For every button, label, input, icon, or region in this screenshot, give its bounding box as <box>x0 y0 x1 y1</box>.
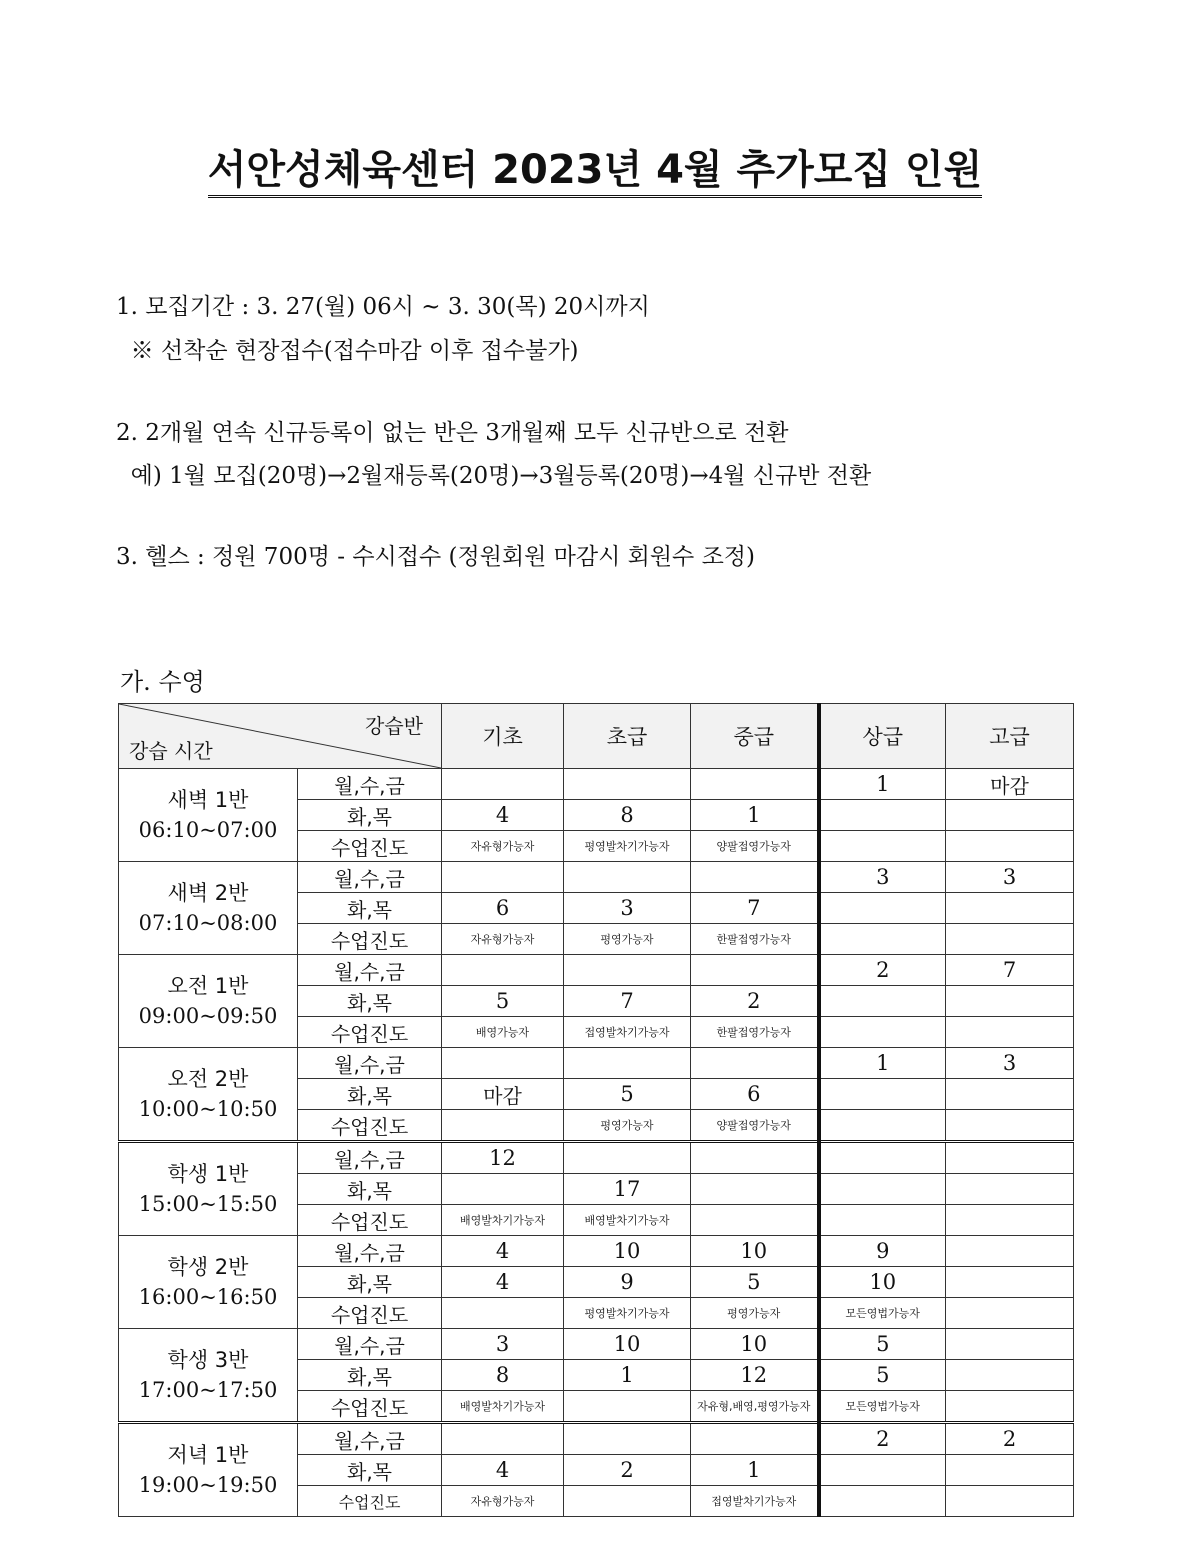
slot-time: 06:10~07:00 <box>138 818 278 842</box>
slot-cell <box>119 955 298 1048</box>
progress-note-cell <box>946 1017 1074 1048</box>
count-cell <box>946 1360 1074 1391</box>
progress-note-cell: 접영발차기가능자 <box>564 1017 691 1048</box>
day-cell: 수업진도 <box>298 1298 442 1329</box>
progress-note-cell <box>819 1110 946 1142</box>
count-cell <box>691 1423 819 1455</box>
count-cell <box>564 1142 691 1174</box>
count-cell <box>819 1174 946 1205</box>
count-cell: 7 <box>691 893 819 924</box>
day-cell: 화,목 <box>298 1455 442 1486</box>
header-corner-cell <box>119 704 442 769</box>
count-cell: 1 <box>691 1455 819 1486</box>
progress-note-cell: 양팔접영가능자 <box>691 1110 819 1142</box>
slot-time: 16:00~16:50 <box>138 1285 278 1309</box>
progress-note-cell <box>946 924 1074 955</box>
count-cell <box>442 1048 564 1079</box>
count-cell <box>691 1174 819 1205</box>
count-cell <box>946 1267 1074 1298</box>
count-cell <box>946 1079 1074 1110</box>
page-title <box>0 138 1190 195</box>
notice-example: 예) 1월 모집(20명)→2월재등록(20명)→3월등록(20명)→4월 신규반 전환 <box>116 463 872 489</box>
slot-cell <box>119 1142 298 1236</box>
count-cell <box>691 862 819 893</box>
table-row <box>119 1048 1074 1079</box>
count-cell <box>442 862 564 893</box>
slot-cell <box>119 1423 298 1517</box>
count-cell <box>691 1048 819 1079</box>
day-cell: 월,수,금 <box>298 955 442 986</box>
progress-note-cell: 모든영법가능자 <box>819 1391 946 1423</box>
progress-note-cell <box>946 1298 1074 1329</box>
count-cell: 8 <box>442 1360 564 1391</box>
slot-name: 새벽 1반 <box>167 788 249 812</box>
progress-note-cell: 한팔접영가능자 <box>691 1017 819 1048</box>
slot-time: 17:00~17:50 <box>138 1378 278 1402</box>
count-cell: 마감 <box>442 1079 564 1110</box>
count-cell: 9 <box>819 1236 946 1267</box>
count-cell: 10 <box>819 1267 946 1298</box>
notice-health: 3. 헬스 : 정원 700명 - 수시접수 (정원회원 마감시 회원수 조정) <box>116 544 755 570</box>
progress-note-cell <box>564 1391 691 1423</box>
progress-note-cell: 배영가능자 <box>442 1017 564 1048</box>
count-cell <box>564 1048 691 1079</box>
count-cell <box>691 769 819 800</box>
count-cell: 5 <box>691 1267 819 1298</box>
progress-note-cell: 평영가능자 <box>691 1298 819 1329</box>
count-cell: 8 <box>564 800 691 831</box>
progress-note-cell: 양팔접영가능자 <box>691 831 819 862</box>
notice-conversion: 2. 2개월 연속 신규등록이 없는 반은 3개월째 모두 신규반으로 전환 <box>116 420 789 446</box>
count-cell: 4 <box>442 1455 564 1486</box>
count-cell: 4 <box>442 1267 564 1298</box>
level-header: 고급 <box>946 704 1074 769</box>
progress-note-cell <box>442 1110 564 1142</box>
count-cell: 4 <box>442 800 564 831</box>
count-cell <box>442 1174 564 1205</box>
count-cell: 1 <box>564 1360 691 1391</box>
progress-note-cell: 평영가능자 <box>564 924 691 955</box>
progress-note-cell <box>819 1205 946 1236</box>
count-cell: 12 <box>442 1142 564 1174</box>
count-cell: 17 <box>564 1174 691 1205</box>
count-cell: 3 <box>819 862 946 893</box>
level-header: 초급 <box>564 704 691 769</box>
count-cell <box>946 893 1074 924</box>
progress-note-cell: 평영발차기가능자 <box>564 1298 691 1329</box>
slot-name: 학생 3반 <box>167 1348 249 1372</box>
count-cell <box>819 893 946 924</box>
progress-note-cell: 배영발차기가능자 <box>442 1205 564 1236</box>
progress-note-cell <box>819 1486 946 1517</box>
count-cell: 6 <box>442 893 564 924</box>
day-cell: 화,목 <box>298 1174 442 1205</box>
progress-note-cell: 배영발차기가능자 <box>564 1205 691 1236</box>
count-cell: 2 <box>819 955 946 986</box>
slot-name: 새벽 2반 <box>167 881 249 905</box>
slot-cell <box>119 1329 298 1423</box>
count-cell: 12 <box>691 1360 819 1391</box>
progress-note-cell <box>442 1298 564 1329</box>
count-cell: 1 <box>691 800 819 831</box>
section-heading: 가. 수영 <box>120 668 205 696</box>
day-cell: 월,수,금 <box>298 1142 442 1174</box>
count-cell <box>442 955 564 986</box>
count-cell <box>442 769 564 800</box>
slot-name: 학생 2반 <box>167 1255 249 1279</box>
notice-first-come: ※ 선착순 현장접수(접수마감 이후 접수불가) <box>116 338 579 364</box>
count-cell: 5 <box>819 1329 946 1360</box>
day-cell: 월,수,금 <box>298 862 442 893</box>
count-cell: 2 <box>691 986 819 1017</box>
day-cell: 월,수,금 <box>298 1048 442 1079</box>
count-cell: 3 <box>564 893 691 924</box>
progress-note-cell <box>564 1486 691 1517</box>
progress-note-cell: 자유형가능자 <box>442 1486 564 1517</box>
day-cell: 월,수,금 <box>298 1329 442 1360</box>
day-cell: 수업진도 <box>298 1110 442 1142</box>
progress-note-cell: 배영발차기가능자 <box>442 1391 564 1423</box>
slot-cell <box>119 769 298 862</box>
table-row <box>119 1142 1074 1174</box>
progress-note-cell <box>946 1391 1074 1423</box>
day-cell: 화,목 <box>298 893 442 924</box>
slot-cell <box>119 1048 298 1142</box>
count-cell: 5 <box>564 1079 691 1110</box>
slot-name: 저녁 1반 <box>167 1443 249 1467</box>
count-cell: 3 <box>946 862 1074 893</box>
table-row <box>119 1236 1074 1267</box>
count-cell: 마감 <box>946 769 1074 800</box>
slot-name: 오전 2반 <box>167 1067 249 1091</box>
count-cell <box>819 1142 946 1174</box>
slot-time: 07:10~08:00 <box>138 911 278 935</box>
day-cell: 화,목 <box>298 1079 442 1110</box>
count-cell <box>819 1079 946 1110</box>
count-cell <box>819 986 946 1017</box>
slot-time: 15:00~15:50 <box>138 1192 278 1216</box>
count-cell <box>946 1455 1074 1486</box>
count-cell: 6 <box>691 1079 819 1110</box>
table-row <box>119 955 1074 986</box>
count-cell <box>564 1423 691 1455</box>
count-cell <box>946 986 1074 1017</box>
day-cell: 화,목 <box>298 1267 442 1298</box>
notice-period: 1. 모집기간 : 3. 27(월) 06시 ~ 3. 30(목) 20시까지 <box>116 294 650 320</box>
count-cell: 5 <box>442 986 564 1017</box>
slot-cell <box>119 1236 298 1329</box>
count-cell: 1 <box>819 769 946 800</box>
day-cell: 수업진도 <box>298 1205 442 1236</box>
count-cell <box>691 955 819 986</box>
level-header: 기초 <box>442 704 564 769</box>
slot-cell <box>119 862 298 955</box>
corner-time-label: 강습 시간 <box>129 739 213 763</box>
table-row <box>119 862 1074 893</box>
count-cell <box>946 1142 1074 1174</box>
progress-note-cell <box>819 924 946 955</box>
count-cell <box>946 800 1074 831</box>
count-cell <box>946 1174 1074 1205</box>
progress-note-cell <box>691 1205 819 1236</box>
slot-time: 09:00~09:50 <box>138 1004 278 1028</box>
count-cell: 4 <box>442 1236 564 1267</box>
progress-note-cell: 자유형가능자 <box>442 924 564 955</box>
day-cell: 수업진도 <box>298 1017 442 1048</box>
count-cell: 2 <box>819 1423 946 1455</box>
progress-note-cell: 평영발차기가능자 <box>564 831 691 862</box>
day-cell: 수업진도 <box>298 1391 442 1423</box>
day-cell: 월,수,금 <box>298 769 442 800</box>
table-row <box>119 1423 1074 1455</box>
table-row <box>119 1329 1074 1360</box>
slot-time: 10:00~10:50 <box>138 1097 278 1121</box>
title-text: 서안성체육센터 2023년 4월 추가모집 인원 <box>208 147 982 198</box>
count-cell <box>442 1423 564 1455</box>
progress-note-cell: 평영가능자 <box>564 1110 691 1142</box>
count-cell: 3 <box>442 1329 564 1360</box>
count-cell <box>946 1329 1074 1360</box>
count-cell <box>819 1455 946 1486</box>
day-cell: 수업진도 <box>298 924 442 955</box>
progress-note-cell <box>946 1205 1074 1236</box>
progress-note-cell: 모든영법가능자 <box>819 1298 946 1329</box>
slot-time: 19:00~19:50 <box>138 1473 278 1497</box>
table-header-row <box>119 704 1074 769</box>
level-header: 중급 <box>691 704 819 769</box>
progress-note-cell <box>946 1110 1074 1142</box>
count-cell: 9 <box>564 1267 691 1298</box>
count-cell: 1 <box>819 1048 946 1079</box>
progress-note-cell: 한팔접영가능자 <box>691 924 819 955</box>
slot-name: 오전 1반 <box>167 974 249 998</box>
count-cell <box>946 1236 1074 1267</box>
corner-class-label: 강습반 <box>365 714 423 738</box>
day-cell: 화,목 <box>298 986 442 1017</box>
count-cell: 7 <box>946 955 1074 986</box>
day-cell: 화,목 <box>298 800 442 831</box>
count-cell: 3 <box>946 1048 1074 1079</box>
count-cell: 10 <box>564 1329 691 1360</box>
day-cell: 수업진도 <box>298 831 442 862</box>
count-cell <box>564 769 691 800</box>
progress-note-cell <box>946 1486 1074 1517</box>
day-cell: 화,목 <box>298 1360 442 1391</box>
count-cell: 5 <box>819 1360 946 1391</box>
count-cell: 10 <box>564 1236 691 1267</box>
progress-note-cell: 자유형,배영,평영가능자 <box>691 1391 819 1423</box>
count-cell <box>564 862 691 893</box>
progress-note-cell <box>946 831 1074 862</box>
count-cell <box>564 955 691 986</box>
progress-note-cell: 자유형가능자 <box>442 831 564 862</box>
count-cell: 2 <box>564 1455 691 1486</box>
day-cell: 월,수,금 <box>298 1423 442 1455</box>
count-cell <box>819 800 946 831</box>
count-cell: 7 <box>564 986 691 1017</box>
count-cell: 2 <box>946 1423 1074 1455</box>
day-cell: 수업진도 <box>298 1486 442 1517</box>
progress-note-cell <box>819 831 946 862</box>
day-cell: 월,수,금 <box>298 1236 442 1267</box>
level-header: 상급 <box>819 704 946 769</box>
swim-schedule-table <box>118 703 1074 1517</box>
count-cell <box>691 1142 819 1174</box>
table-row <box>119 769 1074 800</box>
count-cell: 10 <box>691 1236 819 1267</box>
progress-note-cell <box>819 1017 946 1048</box>
count-cell: 10 <box>691 1329 819 1360</box>
slot-name: 학생 1반 <box>167 1162 249 1186</box>
progress-note-cell: 접영발차기가능자 <box>691 1486 819 1517</box>
